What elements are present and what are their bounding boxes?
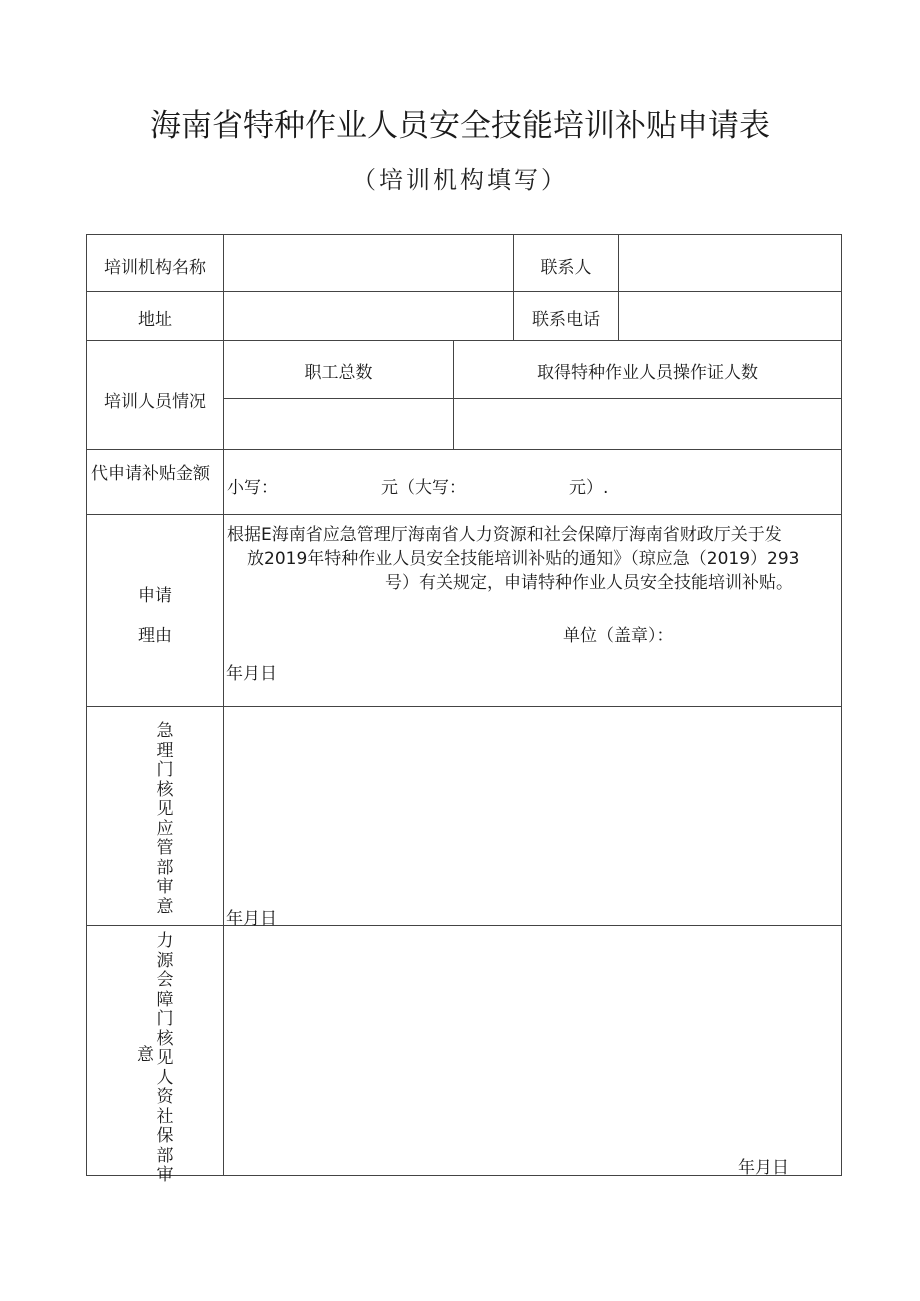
trainee-label: 培训人员情况 — [104, 392, 206, 412]
row-divider — [87, 449, 841, 450]
amount-lower-label: 小写： — [227, 478, 278, 498]
certified-count-field[interactable] — [454, 399, 841, 449]
address-label: 地址 — [138, 310, 172, 330]
hr-review-label: 力源会障门核见人资社保部审 — [156, 931, 174, 1185]
address-field[interactable] — [224, 292, 513, 340]
reason-text-line2: 放2019年特种作业人员安全技能培训补贴的通知》（琼应急（2019）293 — [247, 549, 800, 569]
row-divider — [87, 340, 841, 341]
emergency-review-date: 年月日 — [226, 909, 277, 929]
total-staff-header: 职工总数 — [304, 363, 373, 383]
document-title: 海南省特种作业人员安全技能培训补贴申请表 — [150, 108, 770, 144]
amount-upper-field[interactable] — [469, 467, 565, 497]
amount-upper-label: 元（大写： — [381, 478, 466, 498]
subsidy-label: 代申请补贴金额 — [91, 464, 210, 484]
seal-label: 单位（盖章）： — [563, 626, 674, 646]
contact-label: 联系人 — [540, 258, 592, 278]
reason-text-line1: 根据E海南省应急管理厅海南省人力资源和社会保障厅海南省财政厅关于发 — [227, 525, 782, 545]
reason-label-bottom: 理由 — [138, 626, 172, 646]
org-name-label: 培训机构名称 — [104, 258, 206, 278]
hr-review-date: 年月日 — [738, 1158, 789, 1178]
emergency-review-label: 急理门核见应管部审意 — [156, 721, 174, 917]
phone-field[interactable] — [619, 292, 841, 340]
emergency-review-field[interactable] — [224, 707, 841, 925]
row-divider — [87, 514, 841, 515]
reason-label-top: 申请 — [138, 586, 172, 606]
hr-review-label-side: 意 — [137, 1045, 154, 1065]
org-name-field[interactable] — [224, 235, 513, 291]
reason-date: 年月日 — [226, 664, 277, 684]
phone-label: 联系电话 — [532, 310, 600, 330]
document-subtitle: （培训机构填写） — [352, 166, 568, 194]
certified-count-header: 取得特种作业人员操作证人数 — [537, 363, 758, 383]
amount-upper-suffix: 元）. — [569, 478, 609, 498]
application-form — [86, 234, 842, 1185]
amount-lower-field[interactable] — [277, 467, 377, 497]
contact-field[interactable] — [619, 235, 841, 291]
total-staff-field[interactable] — [224, 399, 453, 449]
hr-review-field[interactable] — [224, 926, 841, 1175]
reason-text-line3: 号）有关规定，申请特种作业人员安全技能培训补贴。 — [385, 573, 793, 593]
